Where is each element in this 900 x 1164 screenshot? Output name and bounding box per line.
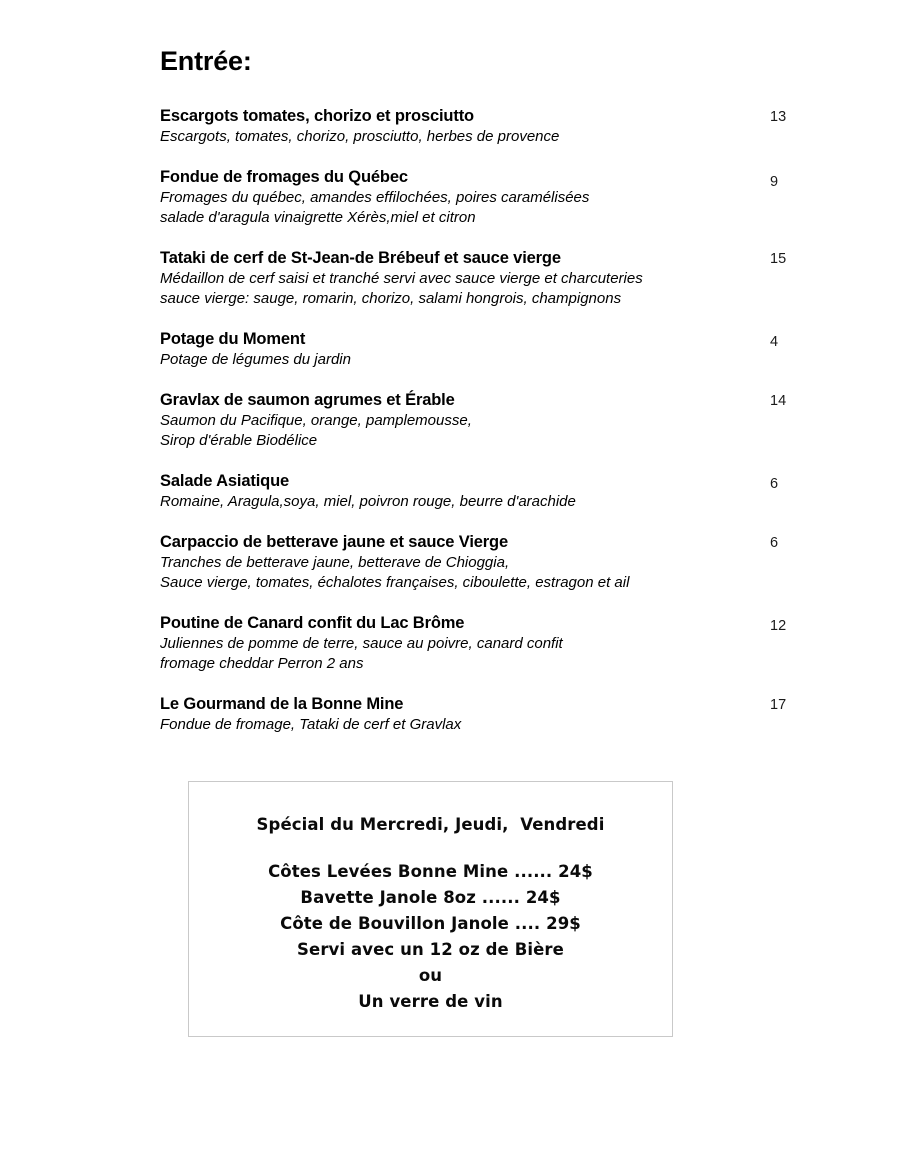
menu-item-list [160,106,840,735]
menu-item-description-line: Médaillon de cerf saisi et tranché servi avec sauce vierge et charcuteries [160,270,643,288]
menu-item [160,613,840,674]
menu-item [160,106,840,147]
menu-item [160,532,840,593]
menu-item-name: Le Gourmand de la Bonne Mine [160,695,404,714]
menu-item-price: 17 [770,697,787,714]
menu-item-description-line: Fondue de fromage, Tataki de cerf et Gravlax [160,716,462,734]
menu-item-description-line: Romaine, Aragula,soya, miel, poivron rouge, beurre d'arachide [160,493,576,511]
menu-item-name: Escargots tomates, chorizo et prosciutto [160,107,474,125]
menu-item-price: 13 [770,109,787,125]
menu-item [160,167,840,228]
menu-item-description-line: sauce vierge: sauge, romarin, chorizo, salami hongrois, champignons [160,290,622,308]
menu-item-name: Carpaccio de betterave jaune et sauce Vierge [160,533,509,552]
menu-item-description-line: salade d'aragula vinaigrette Xérès,miel et citron [160,209,476,227]
menu-item-name: Salade Asiatique [160,472,290,491]
menu-item-price: 4 [770,334,779,351]
special-offer-box [188,781,673,1037]
menu-item-description-line: Juliennes de pomme de terre, sauce au poivre, canard confit [160,635,563,653]
special-offer-line: Un verre de vin [358,992,503,1012]
menu-item-price: 6 [770,476,779,493]
menu-item-name: Potage du Moment [160,330,306,349]
menu-item-name: Poutine de Canard confit du Lac Brôme [160,614,465,633]
special-offer-content [189,815,672,1015]
menu-item-description-line: fromage cheddar Perron 2 ans [160,655,364,673]
menu-item-price: 14 [770,393,787,410]
menu-item-name: Tataki de cerf de St-Jean-de Brébeuf et sauce vierge [160,249,561,268]
menu-item [160,248,840,309]
special-offer-line: ou [418,966,443,986]
menu-item-description-line: Saumon du Pacifique, orange, pamplemousse, [160,412,472,430]
menu-item-description-line: Escargots, tomates, chorizo, prosciutto, herbes de provence [160,128,560,146]
menu-item-price: 9 [770,174,779,191]
menu-item-name: Gravlax de saumon agrumes et Érable [160,391,455,410]
menu-item-description-line: Potage de légumes du jardin [160,351,351,369]
special-offer-line: Côtes Levées Bonne Mine ...... 24$ [268,861,593,881]
special-offer-line: Bavette Janole 8oz ...... 24$ [300,887,561,907]
menu-item-description-line: Sirop d'érable Biodélice [160,432,318,450]
menu-item-price: 12 [770,618,787,635]
menu-item-price: 15 [770,251,787,268]
menu-item [160,471,840,512]
menu-item [160,694,840,735]
menu-item-name: Fondue de fromages du Québec [160,168,408,187]
special-offer-heading: Spécial du Mercredi, Jeudi, Vendredi [256,815,605,834]
page-title: Entrée: [160,46,252,76]
special-offer-lines [189,859,672,1015]
menu-item [160,390,840,451]
menu-item-description-line: Sauce vierge, tomates, échalotes françaises, ciboulette, estragon et ail [160,574,630,592]
menu-item [160,329,840,370]
menu-item-price: 6 [770,535,779,552]
menu-item-description-line: Tranches de betterave jaune, betterave de Chioggia, [160,554,510,572]
special-offer-line: Côte de Bouvillon Janole .... 29$ [280,913,581,933]
special-offer-line: Servi avec un 12 oz de Bière [297,939,564,959]
menu-item-description-line: Fromages du québec, amandes effilochées, poires caramélisées [160,189,590,207]
